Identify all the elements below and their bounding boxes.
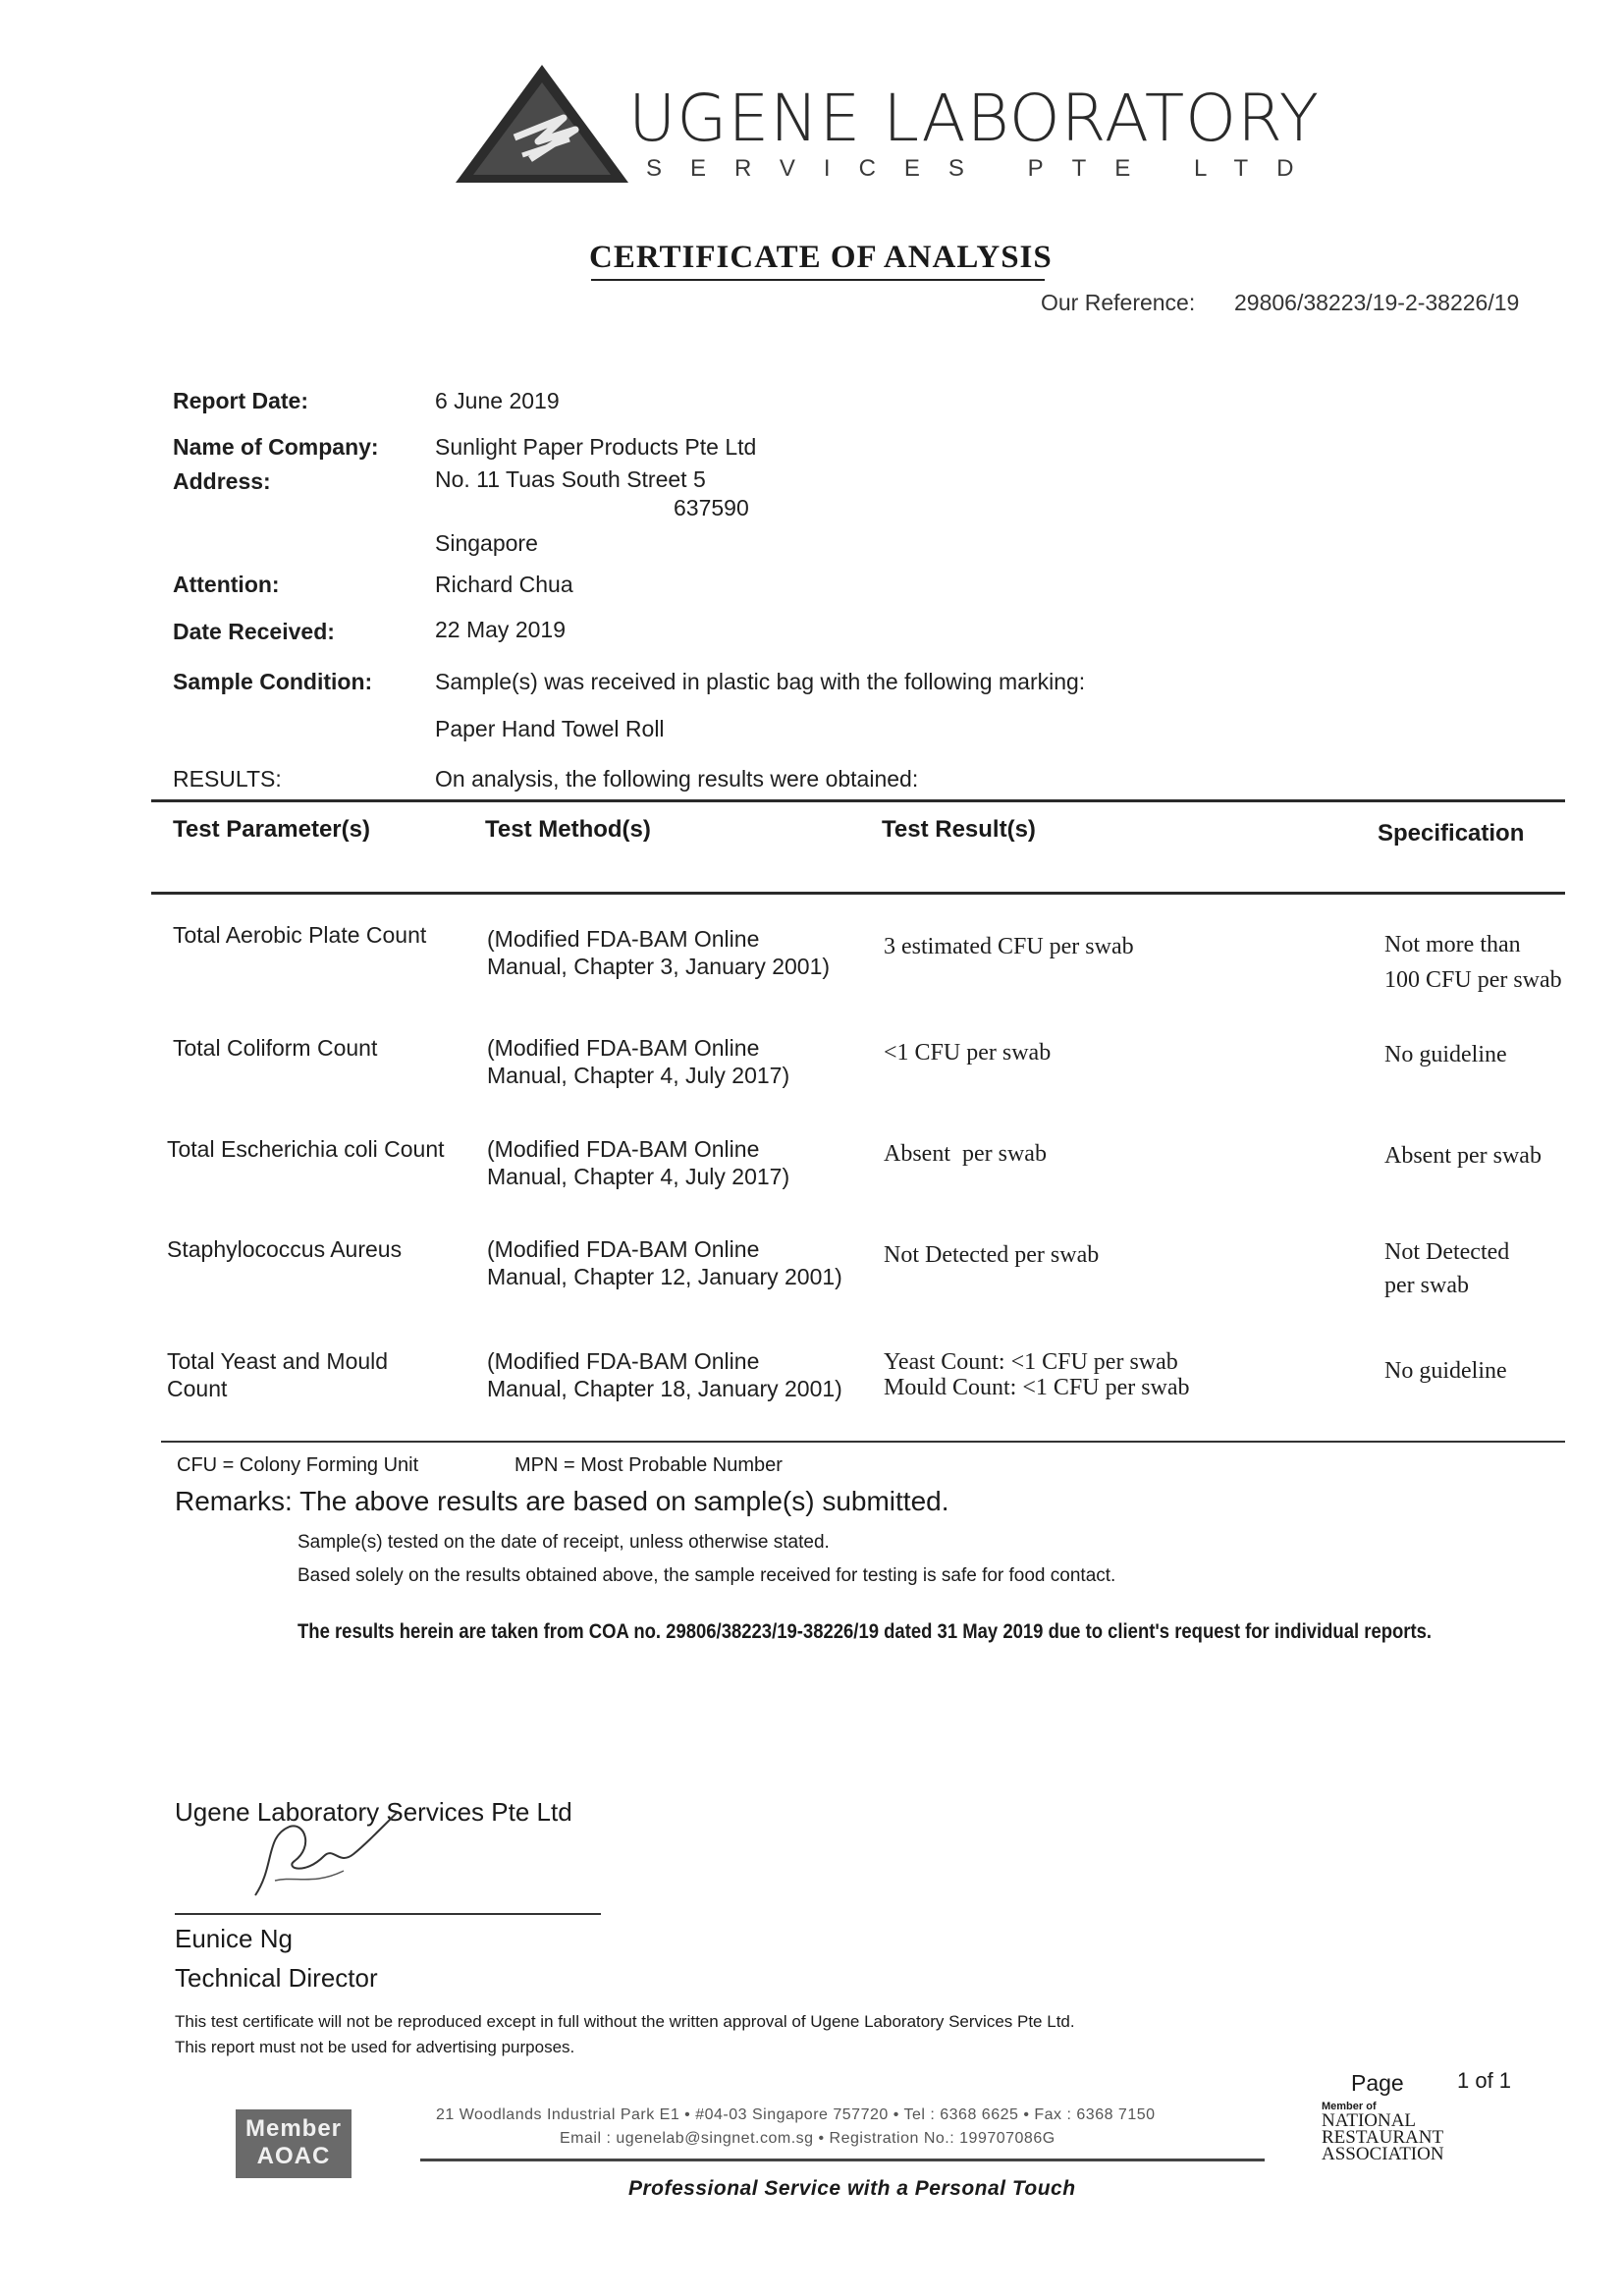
sample-condition-value: Sample(s) was received in plastic bag with the following marking:: [435, 669, 1086, 694]
company-name: UGENE LABORATORY: [628, 81, 1321, 156]
table-cell-result: Yeast Count: <1 CFU per swab Mould Count: <1 CFU per swab: [884, 1349, 1190, 1400]
aoac-member-badge: Member AOAC: [236, 2109, 352, 2178]
table-cell-parameter: Total Aerobic Plate Count: [173, 922, 427, 948]
coa-note: The results herein are taken from COA no. 29806/38223/19-38226/19 dated 31 May 2019 due to client's request for individual reports.: [298, 1620, 1433, 1643]
date-received-label: Date Received:: [173, 619, 335, 644]
company-label: Name of Company:: [173, 434, 379, 460]
table-cell-specification: Not Detected per swab: [1384, 1239, 1510, 1298]
table-cell-parameter: Staphylococcus Aureus: [167, 1236, 403, 1262]
tagline: Professional Service with a Personal Touch: [628, 2177, 1076, 2200]
remarks: Remarks: The above results are based on sample(s) submitted.: [175, 1486, 949, 1516]
table-bottom-rule: [161, 1441, 1565, 1443]
signatory-title: Technical Director: [175, 1963, 378, 1993]
report-date-value: 6 June 2019: [435, 388, 560, 413]
table-cell-parameter: Total Yeast and Mould Count: [167, 1348, 389, 1401]
address-postcode: 637590: [674, 495, 749, 520]
table-cell-result: 3 estimated CFU per swab: [884, 934, 1134, 959]
attention-label: Attention:: [173, 572, 280, 597]
sample-condition-label: Sample Condition:: [173, 669, 373, 694]
mpn-note: MPN = Most Probable Number: [514, 1454, 783, 1476]
reference-label: Our Reference:: [1041, 290, 1196, 315]
table-cell-result: Not Detected per swab: [884, 1242, 1100, 1268]
address-label: Address:: [173, 468, 271, 494]
sample-marking: Paper Hand Towel Roll: [435, 716, 665, 741]
table-cell-specification: No guideline: [1384, 1042, 1507, 1067]
table-cell-method: (Modified FDA-BAM Online Manual, Chapter 18, January 2001): [487, 1348, 842, 1401]
safe-note: Based solely on the results obtained above, the sample received for testing is safe for food contact.: [298, 1565, 1116, 1586]
table-cell-specification: Not more than 100 CFU per swab: [1384, 932, 1562, 993]
address-country: Singapore: [435, 530, 538, 556]
footer-address: 21 Woodlands Industrial Park E1 • #04-03 Singapore 757720 • Tel : 6368 6625 • Fax : 6368 7150: [436, 2106, 1156, 2123]
document-title: CERTIFICATE OF ANALYSIS: [589, 240, 1053, 275]
date-received-value: 22 May 2019: [435, 617, 566, 642]
company-subtitle: SERVICES PTE LTD: [646, 155, 1323, 182]
company-logo-icon: [454, 61, 630, 187]
reference-value: 29806/38223/19-2-38226/19: [1234, 290, 1520, 315]
table-cell-specification: No guideline: [1384, 1358, 1507, 1384]
table-top-rule: [151, 799, 1565, 802]
signatory-name: Eunice Ng: [175, 1924, 293, 1953]
results-label: RESULTS:: [173, 766, 282, 792]
cfu-note: CFU = Colony Forming Unit: [177, 1454, 419, 1476]
title-underline: [591, 279, 1045, 281]
table-cell-result: <1 CFU per swab: [884, 1040, 1052, 1066]
header-method: Test Method(s): [485, 816, 651, 843]
footer-rule: [420, 2159, 1265, 2161]
nra-member-badge: Member of NATIONAL RESTAURANT ASSOCIATION: [1322, 2101, 1444, 2164]
table-cell-method: (Modified FDA-BAM Online Manual, Chapter 3, January 2001): [487, 926, 831, 979]
tested-note: Sample(s) tested on the date of receipt, unless otherwise stated.: [298, 1532, 830, 1553]
header-parameter: Test Parameter(s): [173, 816, 370, 843]
disclaimer-advertising: This report must not be used for advertising purposes.: [175, 2038, 575, 2056]
results-text: On analysis, the following results were obtained:: [435, 766, 919, 792]
header-specification: Specification: [1378, 820, 1525, 847]
table-header-rule: [151, 892, 1565, 895]
table-cell-method: (Modified FDA-BAM Online Manual, Chapter 4, July 2017): [487, 1136, 790, 1189]
attention-value: Richard Chua: [435, 572, 573, 597]
table-cell-method: (Modified FDA-BAM Online Manual, Chapter 12, January 2001): [487, 1236, 842, 1289]
table-cell-parameter: Total Escherichia coli Count: [167, 1136, 445, 1162]
signoff-company: Ugene Laboratory Services Pte Ltd: [175, 1797, 572, 1827]
reference: [1041, 290, 1520, 315]
address-line1: No. 11 Tuas South Street 5: [435, 466, 706, 492]
company-value: Sunlight Paper Products Pte Ltd: [435, 434, 757, 460]
table-cell-result: Absent per swab: [884, 1141, 1047, 1167]
disclaimer-reproduction: This test certificate will not be reproduced except in full without the written approval of Ugene Laboratory Services Pte Ltd.: [175, 2012, 1075, 2031]
report-date-label: Report Date:: [173, 388, 309, 413]
page-label: Page: [1351, 2070, 1404, 2096]
page-number: 1 of 1: [1457, 2068, 1512, 2093]
table-cell-specification: Absent per swab: [1384, 1143, 1542, 1169]
header-result: Test Result(s): [882, 816, 1036, 843]
signature-icon: [236, 1807, 412, 1905]
table-cell-parameter: Total Coliform Count: [173, 1035, 378, 1061]
footer-contact: Email : ugenelab@singnet.com.sg • Registration No.: 199707086G: [560, 2130, 1056, 2147]
table-cell-method: (Modified FDA-BAM Online Manual, Chapter 4, July 2017): [487, 1035, 790, 1088]
signature-line: [175, 1913, 601, 1915]
